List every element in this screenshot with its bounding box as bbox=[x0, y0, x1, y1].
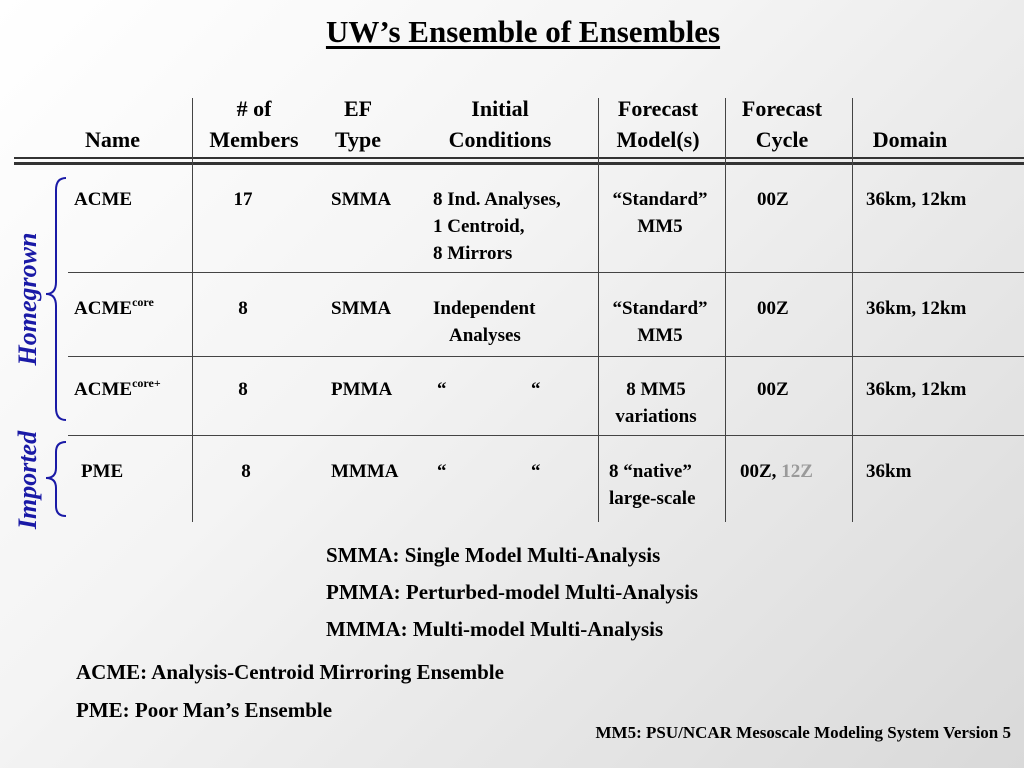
cell-name bbox=[74, 186, 132, 215]
header-ef-type-line1: EF bbox=[343, 96, 373, 121]
legend-pme: PME: Poor Man’s Ensemble bbox=[76, 698, 333, 722]
ditto-mark: “ bbox=[531, 379, 541, 400]
cell-members: 8 bbox=[238, 379, 248, 400]
cell-forecast-model bbox=[598, 376, 714, 430]
model-line: variations bbox=[615, 406, 697, 427]
ditto-mark: “ bbox=[437, 461, 447, 482]
header-initial-line2: Conditions bbox=[448, 127, 552, 152]
cell-domain: 36km, 12km bbox=[866, 298, 967, 319]
cell-forecast-model bbox=[600, 295, 720, 349]
header-cycle-line2: Cycle bbox=[755, 127, 809, 152]
cell-members: 17 bbox=[233, 189, 253, 210]
model-line: large-scale bbox=[609, 488, 696, 509]
cell-initial-conditions bbox=[433, 295, 535, 349]
column-divider bbox=[725, 98, 726, 522]
cell-forecast-cycle bbox=[740, 458, 813, 485]
header-cycle-line1: Forecast bbox=[741, 96, 823, 121]
column-divider bbox=[598, 98, 599, 522]
header-forecast-model bbox=[598, 93, 718, 155]
group-label-homegrown: Homegrown bbox=[13, 232, 42, 366]
header-ef-type-line2: Type bbox=[334, 127, 382, 152]
header-members bbox=[198, 93, 310, 155]
row-divider bbox=[68, 435, 1024, 436]
footnote: MM5: PSU/NCAR Mesoscale Modeling System Version 5 bbox=[595, 723, 1011, 742]
cell-members: 8 bbox=[238, 298, 248, 319]
ensemble-name: PME bbox=[81, 461, 124, 482]
initial-line: 8 Ind. Analyses, bbox=[433, 189, 561, 210]
header-ef-type bbox=[320, 93, 396, 155]
cell-forecast-cycle bbox=[757, 376, 789, 403]
cell-initial-conditions bbox=[437, 376, 547, 403]
cycle-value: 00Z bbox=[757, 379, 789, 400]
page-title: UW’s Ensemble of Ensembles bbox=[325, 14, 721, 49]
ensemble-name: ACME bbox=[74, 298, 133, 319]
cell-ef-type: PMMA bbox=[331, 379, 393, 400]
ensemble-name-sup: core bbox=[132, 295, 154, 309]
ensemble-name-sup: core+ bbox=[132, 376, 161, 390]
header-model-line2: Model(s) bbox=[616, 127, 700, 152]
cell-forecast-model bbox=[600, 186, 720, 240]
cell-forecast-model bbox=[609, 458, 696, 512]
cell-initial-conditions bbox=[433, 186, 561, 267]
cell-forecast-cycle bbox=[757, 295, 789, 322]
header-domain: Domain bbox=[872, 127, 948, 152]
ditto-mark: “ bbox=[531, 461, 541, 482]
initial-line: 8 Mirrors bbox=[433, 243, 513, 264]
cycle-value: 00Z bbox=[757, 298, 789, 319]
cell-ef-type: MMMA bbox=[331, 461, 399, 482]
model-line: 8 “native” bbox=[609, 461, 692, 482]
group-label-imported: Imported bbox=[13, 430, 42, 530]
cell-members: 8 bbox=[241, 461, 251, 482]
legend-mmma: MMMA: Multi-model Multi-Analysis bbox=[326, 617, 664, 641]
header-divider-top bbox=[14, 157, 1024, 159]
header-name: Name bbox=[85, 127, 140, 152]
column-divider bbox=[192, 98, 193, 522]
header-forecast-cycle bbox=[728, 93, 836, 155]
legend-acme: ACME: Analysis-Centroid Mirroring Ensemble bbox=[76, 660, 504, 684]
homegrown-brace bbox=[46, 178, 66, 420]
initial-line: Analyses bbox=[449, 325, 521, 346]
cell-forecast-cycle bbox=[757, 186, 789, 213]
cycle-value: 00Z, bbox=[740, 461, 782, 482]
legend-pmma: PMMA: Perturbed-model Multi-Analysis bbox=[326, 580, 699, 604]
cell-ef-type: SMMA bbox=[331, 189, 392, 210]
model-line: “Standard” bbox=[612, 189, 708, 210]
ensemble-name: ACME bbox=[74, 189, 133, 210]
model-line: MM5 bbox=[637, 325, 683, 346]
header-model-line1: Forecast bbox=[617, 96, 699, 121]
header-members-line2: Members bbox=[209, 127, 299, 152]
model-line: 8 MM5 bbox=[626, 379, 686, 400]
model-line: MM5 bbox=[637, 216, 683, 237]
cell-name bbox=[74, 376, 161, 405]
cell-domain: 36km, 12km bbox=[866, 189, 967, 210]
cycle-extra: 12Z bbox=[781, 461, 813, 482]
header-members-line1: # of bbox=[236, 96, 272, 121]
cell-ef-type: SMMA bbox=[331, 298, 392, 319]
model-line: “Standard” bbox=[612, 298, 708, 319]
imported-brace bbox=[46, 442, 66, 516]
ditto-mark: “ bbox=[437, 379, 447, 400]
column-divider bbox=[852, 98, 853, 522]
header-initial-conditions bbox=[430, 93, 570, 155]
cell-name bbox=[74, 295, 154, 324]
initial-line: Independent bbox=[433, 298, 536, 319]
row-divider bbox=[68, 356, 1024, 357]
cell-initial-conditions bbox=[437, 458, 547, 485]
header-divider-bottom bbox=[14, 162, 1024, 165]
row-divider bbox=[68, 272, 1024, 273]
legend-smma: SMMA: Single Model Multi-Analysis bbox=[326, 543, 661, 567]
cell-name bbox=[81, 458, 123, 487]
header-initial-line1: Initial bbox=[471, 96, 529, 121]
initial-line: 1 Centroid, bbox=[433, 216, 525, 237]
ensemble-name: ACME bbox=[74, 379, 133, 400]
cycle-value: 00Z bbox=[757, 189, 789, 210]
cell-domain: 36km bbox=[866, 461, 912, 482]
cell-domain: 36km, 12km bbox=[866, 379, 967, 400]
